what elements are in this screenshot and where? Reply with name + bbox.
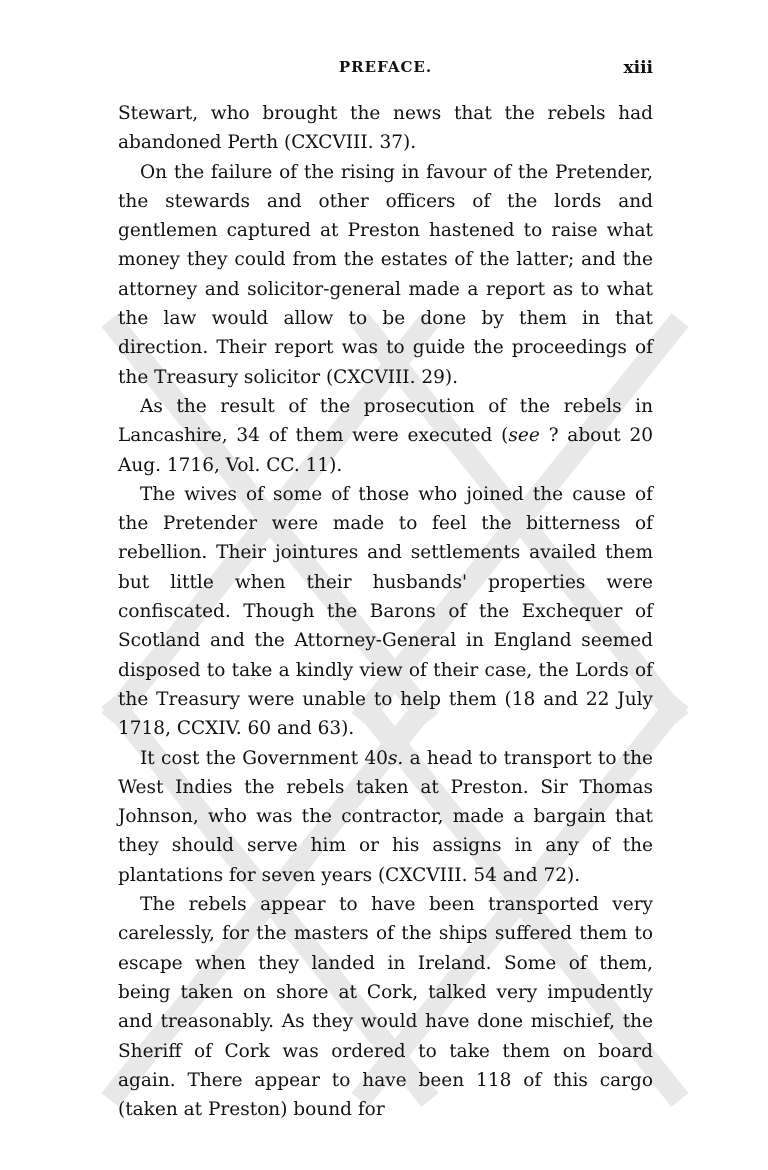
paragraph-5 [118, 744, 653, 890]
body-text [118, 99, 653, 1124]
paragraph-5-text-b: a head to transport to the West Indies the rebels taken at Preston. Sir Thomas Johnson, who was the contractor, made a bargain that they should serve him or his assigns in any of the plantations for seven years (CXCVIII. 54 and 72). [118, 747, 653, 886]
paragraph-3-text-b: ? about 20 Aug. 1716, Vol. CC. 11). [118, 425, 653, 476]
paragraph-4: The wives of some of those who joined the cause of the Pretender were made to feel the bitterness of rebellion. Their jointures and settlements availed them but little when their husbands' properties were confiscated. Though the Barons of the Exchequer of Scotland and the Attorney-General in England seemed disposed to take a kindly view of their case, the Lords of the Treasury were unable to help them (18 and 22 July 1718, CCXIV. 60 and 63). [118, 483, 653, 740]
paragraph-5-italic: s. [387, 747, 404, 769]
running-title: PREFACE. [338, 58, 433, 76]
paragraph-6: The rebels appear to have been transported very carelessly, for the masters of the ships suffered them to escape when they landed in Ireland. Some of them, being taken on shore at Cork, talked very impudently and treasonably. As they would have done mischief, the Sheriff of Cork was ordered to take them on board again. There appear to have been 118 of this cargo (taken at Preston) bound for [118, 894, 653, 1121]
page-number: xiii [623, 58, 653, 78]
paragraph-3-italic: see [508, 425, 540, 447]
paragraph-1: Stewart, who brought the news that the rebels had abandoned Perth (CXCVIII. 37). [118, 103, 653, 154]
paragraph-3-text-a: As the result of the prosecution of the rebels in Lancashire, 34 of them were executed ( [118, 395, 653, 447]
running-header [118, 58, 653, 82]
paragraph-3 [118, 392, 653, 480]
paragraph-5-text-a: It cost the Government 40 [140, 747, 388, 769]
paragraph-2: On the failure of the rising in favour of the Pretender, the stewards and other officers of the lords and gentlemen captured at Preston hastened to raise what money they could from the estates of the latter; and the attorney and solicitor-general made a report as to what the law would allow to be done by them in that direction. Their report was to guide the proceedings of the Treasury solicitor (CXCVIII. 29). [118, 161, 653, 388]
